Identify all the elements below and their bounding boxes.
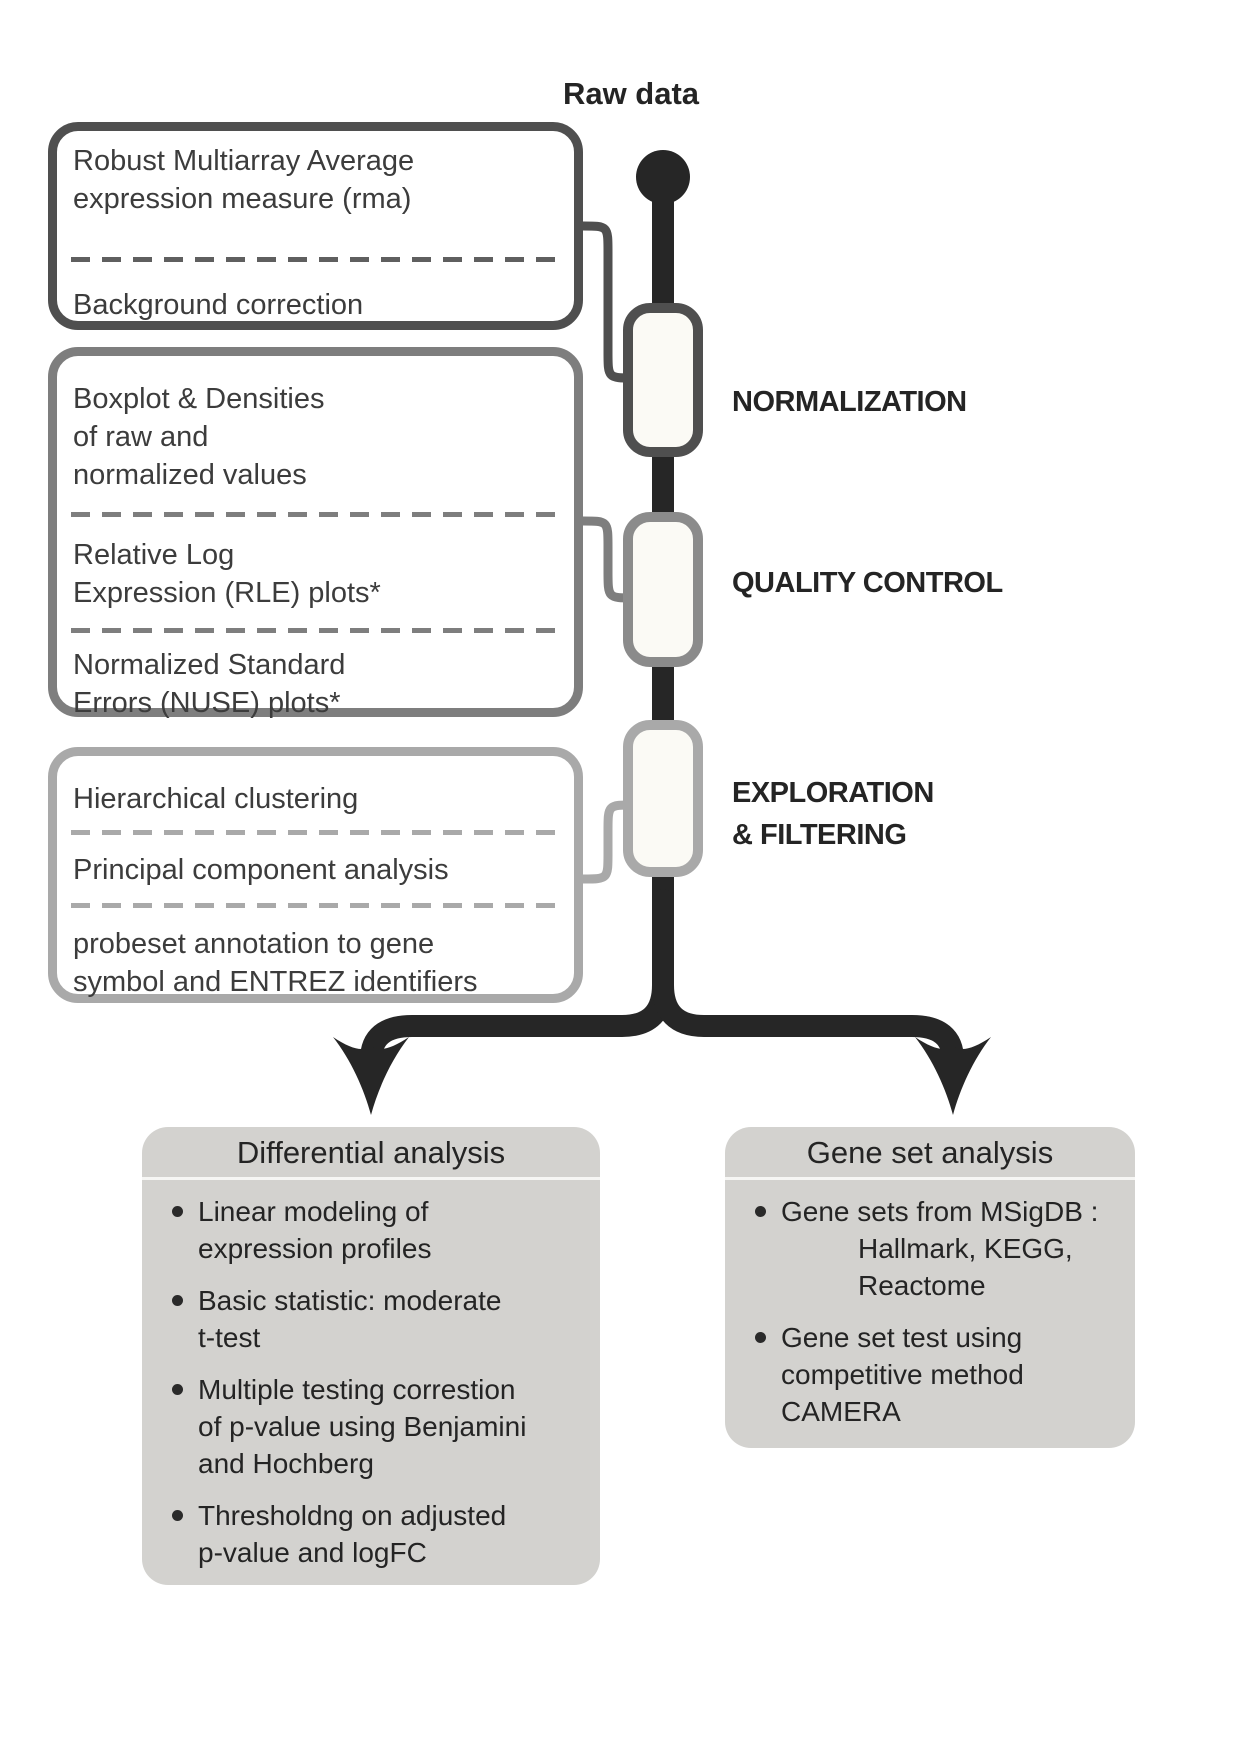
- step-box-quality-control: [48, 347, 583, 717]
- list-item: [781, 1193, 1125, 1304]
- quality-control-node: [628, 517, 698, 662]
- step-text: of raw and: [73, 421, 209, 453]
- stage-label-line: NORMALIZATION: [732, 386, 967, 418]
- bullet-line: Thresholdng on adjusted: [198, 1500, 507, 1531]
- bullet-line: and Hochberg: [198, 1448, 374, 1479]
- step-box-exploration: [48, 747, 583, 1003]
- step-divider: [71, 257, 560, 262]
- bullet-icon: [172, 1384, 183, 1395]
- step-text: expression measure (rma): [73, 183, 412, 215]
- step-text: normalized values: [73, 459, 307, 491]
- bullet-line: Linear modeling of: [198, 1196, 429, 1227]
- raw-data-label: Raw data: [562, 76, 700, 111]
- step-box-normalization: [48, 122, 583, 330]
- bullet-line: Multiple testing correstion: [198, 1374, 516, 1405]
- bullet-line: CAMERA: [781, 1396, 901, 1427]
- bullet-line: Reactome: [858, 1270, 986, 1301]
- bullet-line: of p-value using Benjamini: [198, 1411, 527, 1442]
- bullet-list: [142, 1193, 600, 1571]
- step-divider: [71, 830, 560, 835]
- step-text: Expression (RLE) plots*: [73, 577, 381, 609]
- bullet-icon: [172, 1206, 183, 1217]
- panel-title: Differential analysis: [142, 1127, 600, 1180]
- stage-label-quality-control: [732, 562, 1003, 604]
- step-text: Background correction: [73, 289, 364, 321]
- arrowhead-right-icon: [915, 1037, 991, 1115]
- step-divider: [71, 628, 560, 633]
- bullet-list: [725, 1193, 1135, 1430]
- step-divider: [71, 903, 560, 908]
- step-text: symbol and ENTREZ identifiers: [73, 966, 478, 998]
- arrowhead-left-icon: [333, 1037, 409, 1115]
- fork-right-branch: [663, 900, 953, 1062]
- step-text: Principal component analysis: [73, 854, 449, 886]
- bullet-line: Gene set test using: [781, 1322, 1023, 1353]
- step-text: Errors (NUSE) plots*: [73, 687, 341, 719]
- bullet-line: Hallmark, KEGG,: [858, 1233, 1073, 1264]
- step-text: Boxplot & Densities: [73, 383, 325, 415]
- stage-label-line: & FILTERING: [732, 819, 907, 851]
- differential-analysis-panel: [142, 1127, 600, 1585]
- bullet-line: Gene sets from MSigDB :: [781, 1196, 1099, 1227]
- stage-label-line: QUALITY CONTROL: [732, 567, 1003, 599]
- bullet-line: p-value and logFC: [198, 1537, 427, 1568]
- bullet-line: expression profiles: [198, 1233, 432, 1264]
- bullet-line: competitive method: [781, 1359, 1024, 1390]
- list-item: [198, 1371, 590, 1482]
- gene-set-analysis-panel: [725, 1127, 1135, 1448]
- bullet-line: Basic statistic: moderate: [198, 1285, 502, 1316]
- list-item: [198, 1282, 590, 1356]
- list-item: [198, 1193, 590, 1267]
- panel-title: Gene set analysis: [725, 1127, 1135, 1180]
- normalization-node: [628, 308, 698, 452]
- step-text: Relative Log: [73, 539, 235, 571]
- stage-label-normalization: [732, 381, 967, 423]
- step-divider: [71, 512, 560, 517]
- bullet-icon: [172, 1295, 183, 1306]
- raw-data-node: [636, 150, 690, 204]
- bullet-icon: [172, 1510, 183, 1521]
- bullet-icon: [755, 1206, 766, 1217]
- list-item: [781, 1319, 1125, 1430]
- step-text: Robust Multiarray Average: [73, 145, 415, 177]
- bullet-line: t-test: [198, 1322, 261, 1353]
- exploration-node: [628, 725, 698, 872]
- step-text: Hierarchical clustering: [73, 783, 359, 815]
- step-text: probeset annotation to gene: [73, 928, 435, 960]
- stage-label-line: EXPLORATION: [732, 777, 934, 809]
- stage-label-exploration: [732, 772, 934, 856]
- list-item: [198, 1497, 590, 1571]
- bullet-icon: [755, 1332, 766, 1343]
- step-text: Normalized Standard: [73, 649, 346, 681]
